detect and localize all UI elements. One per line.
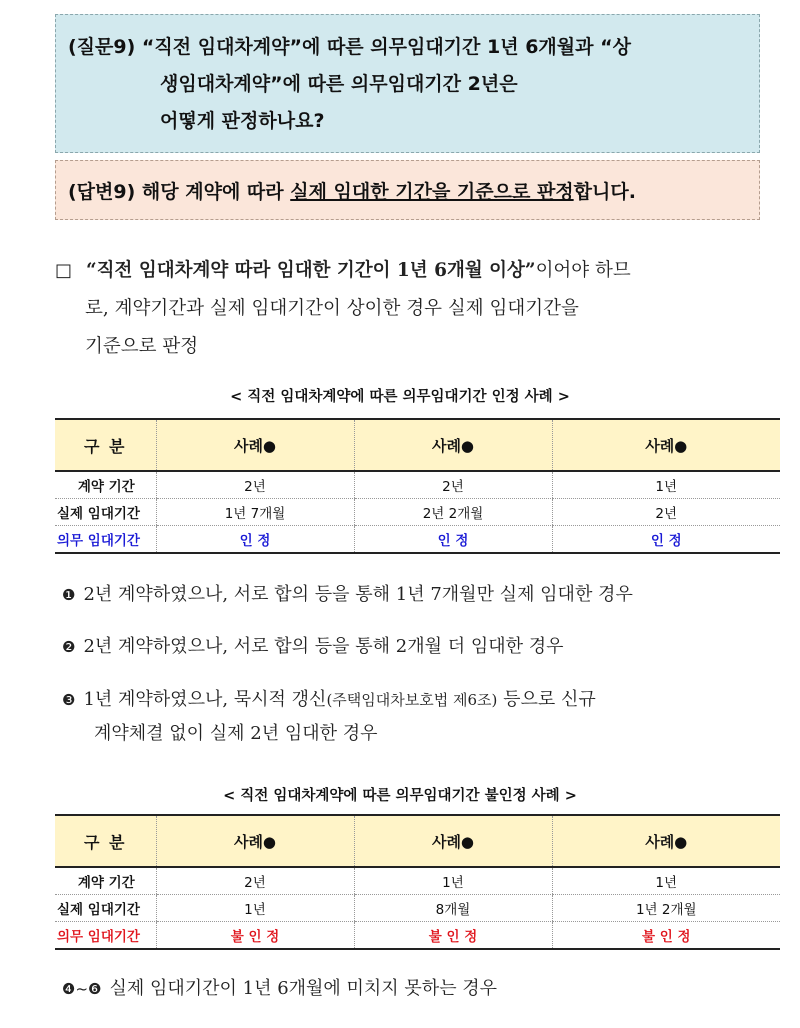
checkbox-bullet-icon: □ xyxy=(55,260,73,281)
table-row xyxy=(55,895,780,922)
status-not-recognized: 불 인 정 xyxy=(552,922,780,950)
status-not-recognized: 불 인 정 xyxy=(354,922,552,950)
table2-header-row xyxy=(55,815,780,867)
note-text: 2년 계약하였으나, 서로 합의 등을 통해 1년 7개월만 실제 임대한 경우 xyxy=(83,584,633,605)
status-recognized: 인 정 xyxy=(354,526,552,554)
table1-recognized-cases xyxy=(55,418,780,554)
table1-header-category: 구 분 xyxy=(55,419,156,471)
note-text: 1년 계약하였으나, 묵시적 갱신 xyxy=(83,689,327,710)
note-law-reference: (주택임대차보호법 제6조) xyxy=(326,691,498,709)
status-recognized: 인 정 xyxy=(552,526,780,554)
answer-box xyxy=(55,160,760,220)
table2-header-case-1: 사례● xyxy=(156,815,354,867)
status-not-recognized: 불 인 정 xyxy=(156,922,354,950)
answer-text-underlined: 실제 임대한 기간을 기준으로 판정 xyxy=(290,181,574,203)
table-row xyxy=(55,922,780,950)
row-label-actual-period: 실제 임대기간 xyxy=(55,499,156,526)
table-cell: 1년 xyxy=(156,895,354,922)
table-row xyxy=(55,471,780,499)
explanation-paragraph xyxy=(55,252,775,366)
explanation-line-1 xyxy=(55,252,775,290)
table-cell: 2년 xyxy=(354,471,552,499)
note-text-line-2: 계약체결 없이 실제 2년 임대한 경우 xyxy=(94,723,378,744)
question-text-1: “직전 임대차계약”에 따른 의무임대기간 1년 6개월과 “상 xyxy=(135,36,631,58)
table-cell: 2년 xyxy=(552,499,780,526)
row-label-mandatory-period: 의무 임대기간 xyxy=(55,526,156,554)
answer-text-post: 합니다. xyxy=(573,181,636,203)
note-cases-4-6 xyxy=(62,972,497,1006)
table1-header-case-3: 사례● xyxy=(552,419,780,471)
explanation-quote: “직전 임대차계약 따라 임대한 기간이 1년 6개월 이상” xyxy=(86,260,536,281)
row-label-mandatory-period: 의무 임대기간 xyxy=(55,922,156,950)
table2-header-category: 구 분 xyxy=(55,815,156,867)
row-label-contract-period: 계약 기간 xyxy=(55,867,156,895)
table-cell: 2년 xyxy=(156,471,354,499)
answer-label: (답변9) xyxy=(68,181,136,203)
table1-caption: < 직전 임대차계약에 따른 의무임대기간 인정 사례 > xyxy=(230,389,570,405)
table2-caption: < 직전 임대차계약에 따른 의무임대기간 불인정 사례 > xyxy=(223,788,577,804)
question-box xyxy=(55,14,760,153)
row-label-actual-period: 실제 임대기간 xyxy=(55,895,156,922)
table2-header-case-3: 사례● xyxy=(552,815,780,867)
note-case-2 xyxy=(62,630,564,664)
table1-header-case-2: 사례● xyxy=(354,419,552,471)
explanation-line-1-rest: 이어야 하므 xyxy=(535,260,631,281)
note-case-1 xyxy=(62,578,633,612)
table-row xyxy=(55,867,780,895)
question-line-2: 생임대차계약”에 따른 의무임대기간 2년은 xyxy=(160,73,518,95)
marker-1-icon: ❶ xyxy=(62,586,76,604)
note-case-3 xyxy=(62,683,596,751)
marker-4-6-icon: ❹~❻ xyxy=(62,980,102,998)
table-cell: 2년 2개월 xyxy=(354,499,552,526)
table-cell: 8개월 xyxy=(354,895,552,922)
table-cell: 1년 xyxy=(552,867,780,895)
marker-3-icon: ❸ xyxy=(62,691,76,709)
table-cell: 1년 2개월 xyxy=(552,895,780,922)
table1-header-case-1: 사례● xyxy=(156,419,354,471)
note-text: 2년 계약하였으나, 서로 합의 등을 통해 2개월 더 임대한 경우 xyxy=(83,636,564,657)
table-row xyxy=(55,499,780,526)
question-line-3: 어떻게 판정하나요? xyxy=(160,110,325,132)
table-cell: 2년 xyxy=(156,867,354,895)
table2-header-case-2: 사례● xyxy=(354,815,552,867)
status-recognized: 인 정 xyxy=(156,526,354,554)
answer-text-pre: 해당 계약에 따라 xyxy=(135,181,291,203)
marker-2-icon: ❷ xyxy=(62,638,76,656)
table1-header-row xyxy=(55,419,780,471)
table-row xyxy=(55,526,780,554)
row-label-contract-period: 계약 기간 xyxy=(55,471,156,499)
question-label: (질문9) xyxy=(68,36,136,58)
explanation-line-3: 기준으로 판정 xyxy=(85,336,199,357)
question-line-1 xyxy=(68,29,759,66)
note-text: 등으로 신규 xyxy=(497,689,596,710)
table-cell: 1년 xyxy=(354,867,552,895)
table-cell: 1년 xyxy=(552,471,780,499)
table-cell: 1년 7개월 xyxy=(156,499,354,526)
explanation-line-2: 로, 계약기간과 실제 임대기간이 상이한 경우 실제 임대기간을 xyxy=(85,298,579,319)
table2-unrecognized-cases xyxy=(55,814,780,950)
note-text: 실제 임대기간이 1년 6개월에 미치지 못하는 경우 xyxy=(109,978,498,999)
